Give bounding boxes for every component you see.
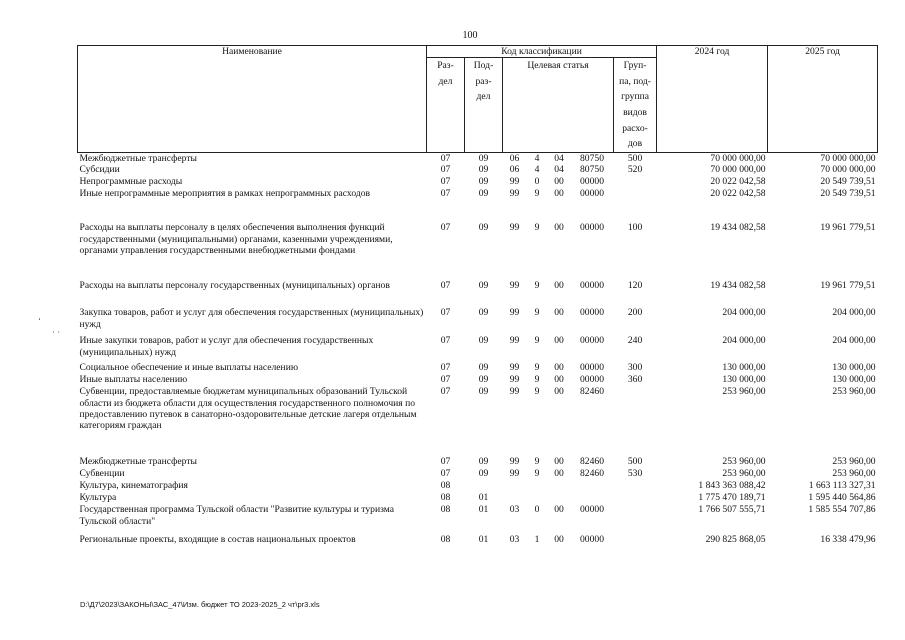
razdel-cell: 07: [440, 176, 451, 188]
target-event-cell: 00: [554, 386, 564, 398]
podrazdel-cell: [465, 480, 503, 492]
razdel-cell: 08: [440, 504, 451, 516]
target-subprogram-cell: [527, 480, 548, 492]
target-subprogram-cell: 0: [534, 504, 540, 516]
target-event-cell: [548, 492, 571, 504]
target-program-cell: 99: [509, 188, 520, 200]
razdel-cell: 07: [440, 456, 451, 468]
target-direction-cell: 00000: [580, 307, 604, 319]
amount-2025-cell: 19 961 779,51: [820, 280, 876, 292]
table-row: [78, 335, 878, 362]
row-name: Непрограммные расходы: [79, 176, 183, 188]
margin-mark: ‘: [38, 316, 41, 326]
table-row: [78, 307, 878, 335]
table-row: [78, 386, 878, 456]
razdel-cell: 07: [440, 222, 451, 234]
target-subprogram-cell: 9: [534, 307, 540, 319]
amount-2024-cell: 130 000,00: [722, 374, 766, 386]
target-program-cell: 99: [509, 468, 520, 480]
group-cell: [614, 480, 657, 492]
target-event-cell: 00: [554, 468, 564, 480]
row-name: Расходы на выплаты персоналу в целях обеспечения выполнения функций государственными (муниципальными) органами, казенными учреждениями, органами управления государственными внебюджетными фондами: [79, 222, 393, 256]
amount-2024-cell: 290 825 868,05: [705, 534, 766, 546]
amount-2025-cell: 130 000,00: [832, 362, 876, 374]
group-cell: [614, 188, 657, 222]
podrazdel-cell: 09: [478, 456, 489, 468]
group-cell: 500: [627, 152, 643, 164]
razdel-cell: 07: [440, 307, 451, 319]
header-group: Груп- па, под- группа видов расхо- дов: [614, 58, 657, 153]
header-name: Наименование: [78, 46, 427, 153]
target-event-cell: [548, 480, 571, 492]
target-event-cell: 00: [554, 335, 564, 347]
target-subprogram-cell: 9: [534, 335, 540, 347]
target-event-cell: 00: [554, 534, 564, 546]
podrazdel-cell: 09: [478, 280, 489, 292]
row-name: Иные непрограммные мероприятия в рамках непрограммных расходов: [79, 188, 371, 200]
target-event-cell: 00: [554, 222, 564, 234]
target-subprogram-cell: 4: [534, 164, 540, 176]
razdel-cell: 07: [440, 152, 451, 164]
group-cell: 120: [627, 280, 643, 292]
amount-2025-cell: 130 000,00: [832, 374, 876, 386]
podrazdel-cell: 09: [478, 164, 489, 176]
podrazdel-cell: 09: [478, 152, 489, 164]
amount-2025-cell: 70 000 000,00: [820, 152, 876, 164]
amount-2024-cell: 253 960,00: [722, 468, 766, 480]
amount-2024-cell: 19 434 082,58: [710, 222, 766, 234]
podrazdel-cell: 09: [478, 362, 489, 374]
table-row: [78, 468, 878, 480]
row-name: Иные закупки товаров, работ и услуг для обеспечения государственных (муниципальных) нужд: [79, 335, 374, 358]
table-row: [78, 222, 878, 280]
group-cell: 240: [627, 335, 643, 347]
amount-2025-cell: 70 000 000,00: [820, 164, 876, 176]
amount-2024-cell: 1 775 470 189,71: [698, 492, 766, 504]
amount-2024-cell: 70 000 000,00: [710, 164, 766, 176]
row-name: Иные выплаты населению: [79, 374, 188, 386]
target-subprogram-cell: [527, 492, 548, 504]
amount-2025-cell: 20 549 739,51: [820, 188, 876, 200]
target-direction-cell: 00000: [580, 280, 604, 292]
row-name: Межбюджетные трансферты: [79, 152, 197, 164]
target-program-cell: 99: [509, 222, 520, 234]
amount-2025-cell: 1 585 554 707,86: [808, 504, 876, 516]
target-direction-cell: 00000: [580, 222, 604, 234]
podrazdel-cell: 09: [478, 468, 489, 480]
row-name: Культура, кинематография: [79, 480, 188, 492]
amount-2025-cell: 204 000,00: [832, 307, 876, 319]
target-direction-cell: [571, 480, 614, 492]
target-subprogram-cell: 9: [534, 468, 540, 480]
row-name: Расходы на выплаты персоналу государственных (муниципальных) органов: [79, 280, 390, 292]
target-program-cell: [503, 492, 527, 504]
target-event-cell: 00: [554, 504, 564, 516]
podrazdel-cell: 09: [478, 222, 489, 234]
podrazdel-cell: 09: [478, 374, 489, 386]
target-event-cell: 00: [554, 307, 564, 319]
table-row: [78, 492, 878, 504]
table-row: [78, 534, 878, 556]
amount-2024-cell: 130 000,00: [722, 362, 766, 374]
target-direction-cell: 00000: [580, 504, 604, 516]
page-number: 100: [462, 30, 478, 41]
target-program-cell: 99: [509, 386, 520, 398]
target-program-cell: [503, 480, 527, 492]
razdel-cell: 07: [440, 468, 451, 480]
table-row: [78, 374, 878, 386]
podrazdel-cell: 09: [478, 386, 489, 398]
group-cell: [614, 492, 657, 504]
target-subprogram-cell: 4: [534, 152, 540, 164]
table-row: [78, 188, 878, 222]
target-direction-cell: 00000: [580, 362, 604, 374]
amount-2025-cell: 19 961 779,51: [820, 222, 876, 234]
amount-2025-cell: 253 960,00: [832, 468, 876, 480]
target-event-cell: 00: [554, 374, 564, 386]
target-subprogram-cell: 9: [534, 456, 540, 468]
table-row: [78, 504, 878, 534]
podrazdel-cell: 01: [478, 534, 489, 546]
target-event-cell: 00: [554, 362, 564, 374]
target-direction-cell: 00000: [580, 176, 604, 188]
target-direction-cell: [571, 492, 614, 504]
row-name: Культура: [79, 492, 117, 504]
razdel-cell: 07: [440, 362, 451, 374]
podrazdel-cell: 01: [478, 504, 489, 516]
target-direction-cell: 00000: [580, 335, 604, 347]
group-cell: 530: [627, 468, 643, 480]
razdel-cell: 07: [440, 335, 451, 347]
target-event-cell: 00: [554, 456, 564, 468]
budget-table: [77, 45, 878, 556]
group-cell: 500: [627, 456, 643, 468]
target-direction-cell: 00000: [580, 374, 604, 386]
amount-2025-cell: 204 000,00: [832, 335, 876, 347]
podrazdel-cell: 09: [478, 176, 489, 188]
group-cell: [614, 504, 657, 534]
group-cell: [614, 386, 657, 456]
table-row: [78, 280, 878, 307]
amount-2025-cell: 253 960,00: [832, 386, 876, 398]
row-name: Закупка товаров, работ и услуг для обеспечения государственных (муниципальных) нужд: [79, 307, 424, 330]
amount-2024-cell: 253 960,00: [722, 386, 766, 398]
razdel-cell: 07: [440, 188, 451, 200]
amount-2025-cell: 1 595 440 564,86: [808, 492, 876, 504]
target-event-cell: 00: [554, 280, 564, 292]
table-row: [78, 456, 878, 468]
amount-2024-cell: 204 000,00: [722, 335, 766, 347]
target-event-cell: 00: [554, 176, 564, 188]
target-program-cell: 06: [509, 152, 520, 164]
razdel-cell: 07: [440, 280, 451, 292]
target-program-cell: 06: [509, 164, 520, 176]
header-razdel: Раз- дел: [427, 58, 465, 153]
group-cell: 520: [627, 164, 643, 176]
amount-2024-cell: 20 022 042,58: [710, 188, 766, 200]
razdel-cell: 07: [440, 164, 451, 176]
target-program-cell: 99: [509, 280, 520, 292]
row-name: Субвенции: [79, 468, 125, 480]
amount-2025-cell: 253 960,00: [832, 456, 876, 468]
table-row: [78, 164, 878, 176]
target-direction-cell: 80750: [580, 164, 604, 176]
target-direction-cell: 82460: [580, 456, 604, 468]
razdel-cell: 08: [440, 534, 451, 546]
razdel-cell: 08: [440, 492, 451, 504]
amount-2024-cell: 70 000 000,00: [710, 152, 766, 164]
amount-2025-cell: 20 549 739,51: [820, 176, 876, 188]
target-program-cell: 99: [509, 456, 520, 468]
podrazdel-cell: 01: [478, 492, 489, 504]
target-program-cell: 03: [509, 534, 520, 546]
amount-2024-cell: 204 000,00: [722, 307, 766, 319]
header-2025: 2025 год: [768, 46, 878, 153]
target-event-cell: 04: [554, 152, 564, 164]
podrazdel-cell: 09: [478, 335, 489, 347]
table-row: [78, 176, 878, 188]
target-program-cell: 99: [509, 176, 520, 188]
header-target: Целевая статья: [503, 58, 614, 153]
margin-mark: · ·: [52, 327, 61, 337]
group-cell: 360: [627, 374, 643, 386]
podrazdel-cell: 09: [478, 307, 489, 319]
target-subprogram-cell: 9: [534, 280, 540, 292]
row-name: Региональные проекты, входящие в состав национальных проектов: [79, 534, 356, 546]
header-podrazdel: Под- раз- дел: [465, 58, 503, 153]
amount-2024-cell: 1 843 363 088,42: [698, 480, 766, 492]
podrazdel-cell: 09: [478, 188, 489, 200]
amount-2025-cell: 1 663 113 327,31: [808, 480, 876, 492]
target-program-cell: 99: [509, 335, 520, 347]
target-subprogram-cell: 9: [534, 374, 540, 386]
target-program-cell: 99: [509, 307, 520, 319]
group-cell: 300: [627, 362, 643, 374]
target-subprogram-cell: 1: [534, 534, 540, 546]
group-cell: [614, 176, 657, 188]
target-event-cell: 00: [554, 188, 564, 200]
table-row: [78, 362, 878, 374]
table-row: [78, 480, 878, 492]
row-name: Государственная программа Тульской области "Развитие культуры и туризма Тульской области": [79, 504, 395, 527]
target-program-cell: 99: [509, 362, 520, 374]
target-event-cell: 04: [554, 164, 564, 176]
group-cell: [614, 534, 657, 556]
amount-2024-cell: 253 960,00: [722, 456, 766, 468]
target-direction-cell: 00000: [580, 534, 604, 546]
target-program-cell: 99: [509, 374, 520, 386]
row-name: Социальное обеспечение и иные выплаты населению: [79, 362, 298, 374]
razdel-cell: 07: [440, 386, 451, 398]
row-name: Субвенции, предоставляемые бюджетам муниципальных образований Тульской области из бюджета области для осуществления государственного полномочия по предоставлению путевок в санаторно-оздоровительные детские лагеря отдельным категориям граждан: [79, 386, 417, 432]
razdel-cell: 07: [440, 374, 451, 386]
target-subprogram-cell: 0: [534, 176, 540, 188]
amount-2024-cell: 19 434 082,58: [710, 280, 766, 292]
header-code: Код классификации: [427, 46, 657, 58]
group-cell: 200: [627, 307, 643, 319]
target-subprogram-cell: 9: [534, 222, 540, 234]
amount-2024-cell: 1 766 507 555,71: [698, 504, 766, 516]
file-path-footer: D:\Д7\2023\ЗАКОНЫ\ЗАС_47\Изм. бюджет ТО 2023-2025_2 чт\pr3.xls: [80, 600, 320, 609]
header-2024: 2024 год: [657, 46, 768, 153]
target-subprogram-cell: 9: [534, 386, 540, 398]
razdel-cell: 08: [440, 480, 451, 492]
amount-2025-cell: 16 338 479,96: [820, 534, 876, 546]
target-direction-cell: 82460: [580, 468, 604, 480]
target-program-cell: 03: [509, 504, 520, 516]
amount-2024-cell: 20 022 042,58: [710, 176, 766, 188]
target-direction-cell: 80750: [580, 152, 604, 164]
target-subprogram-cell: 9: [534, 188, 540, 200]
group-cell: 100: [627, 222, 643, 234]
row-name: Межбюджетные трансферты: [79, 456, 197, 468]
table-row: [78, 152, 878, 164]
row-name: Субсидии: [79, 164, 120, 176]
target-subprogram-cell: 9: [534, 362, 540, 374]
target-direction-cell: 82460: [580, 386, 604, 398]
target-direction-cell: 00000: [580, 188, 604, 200]
